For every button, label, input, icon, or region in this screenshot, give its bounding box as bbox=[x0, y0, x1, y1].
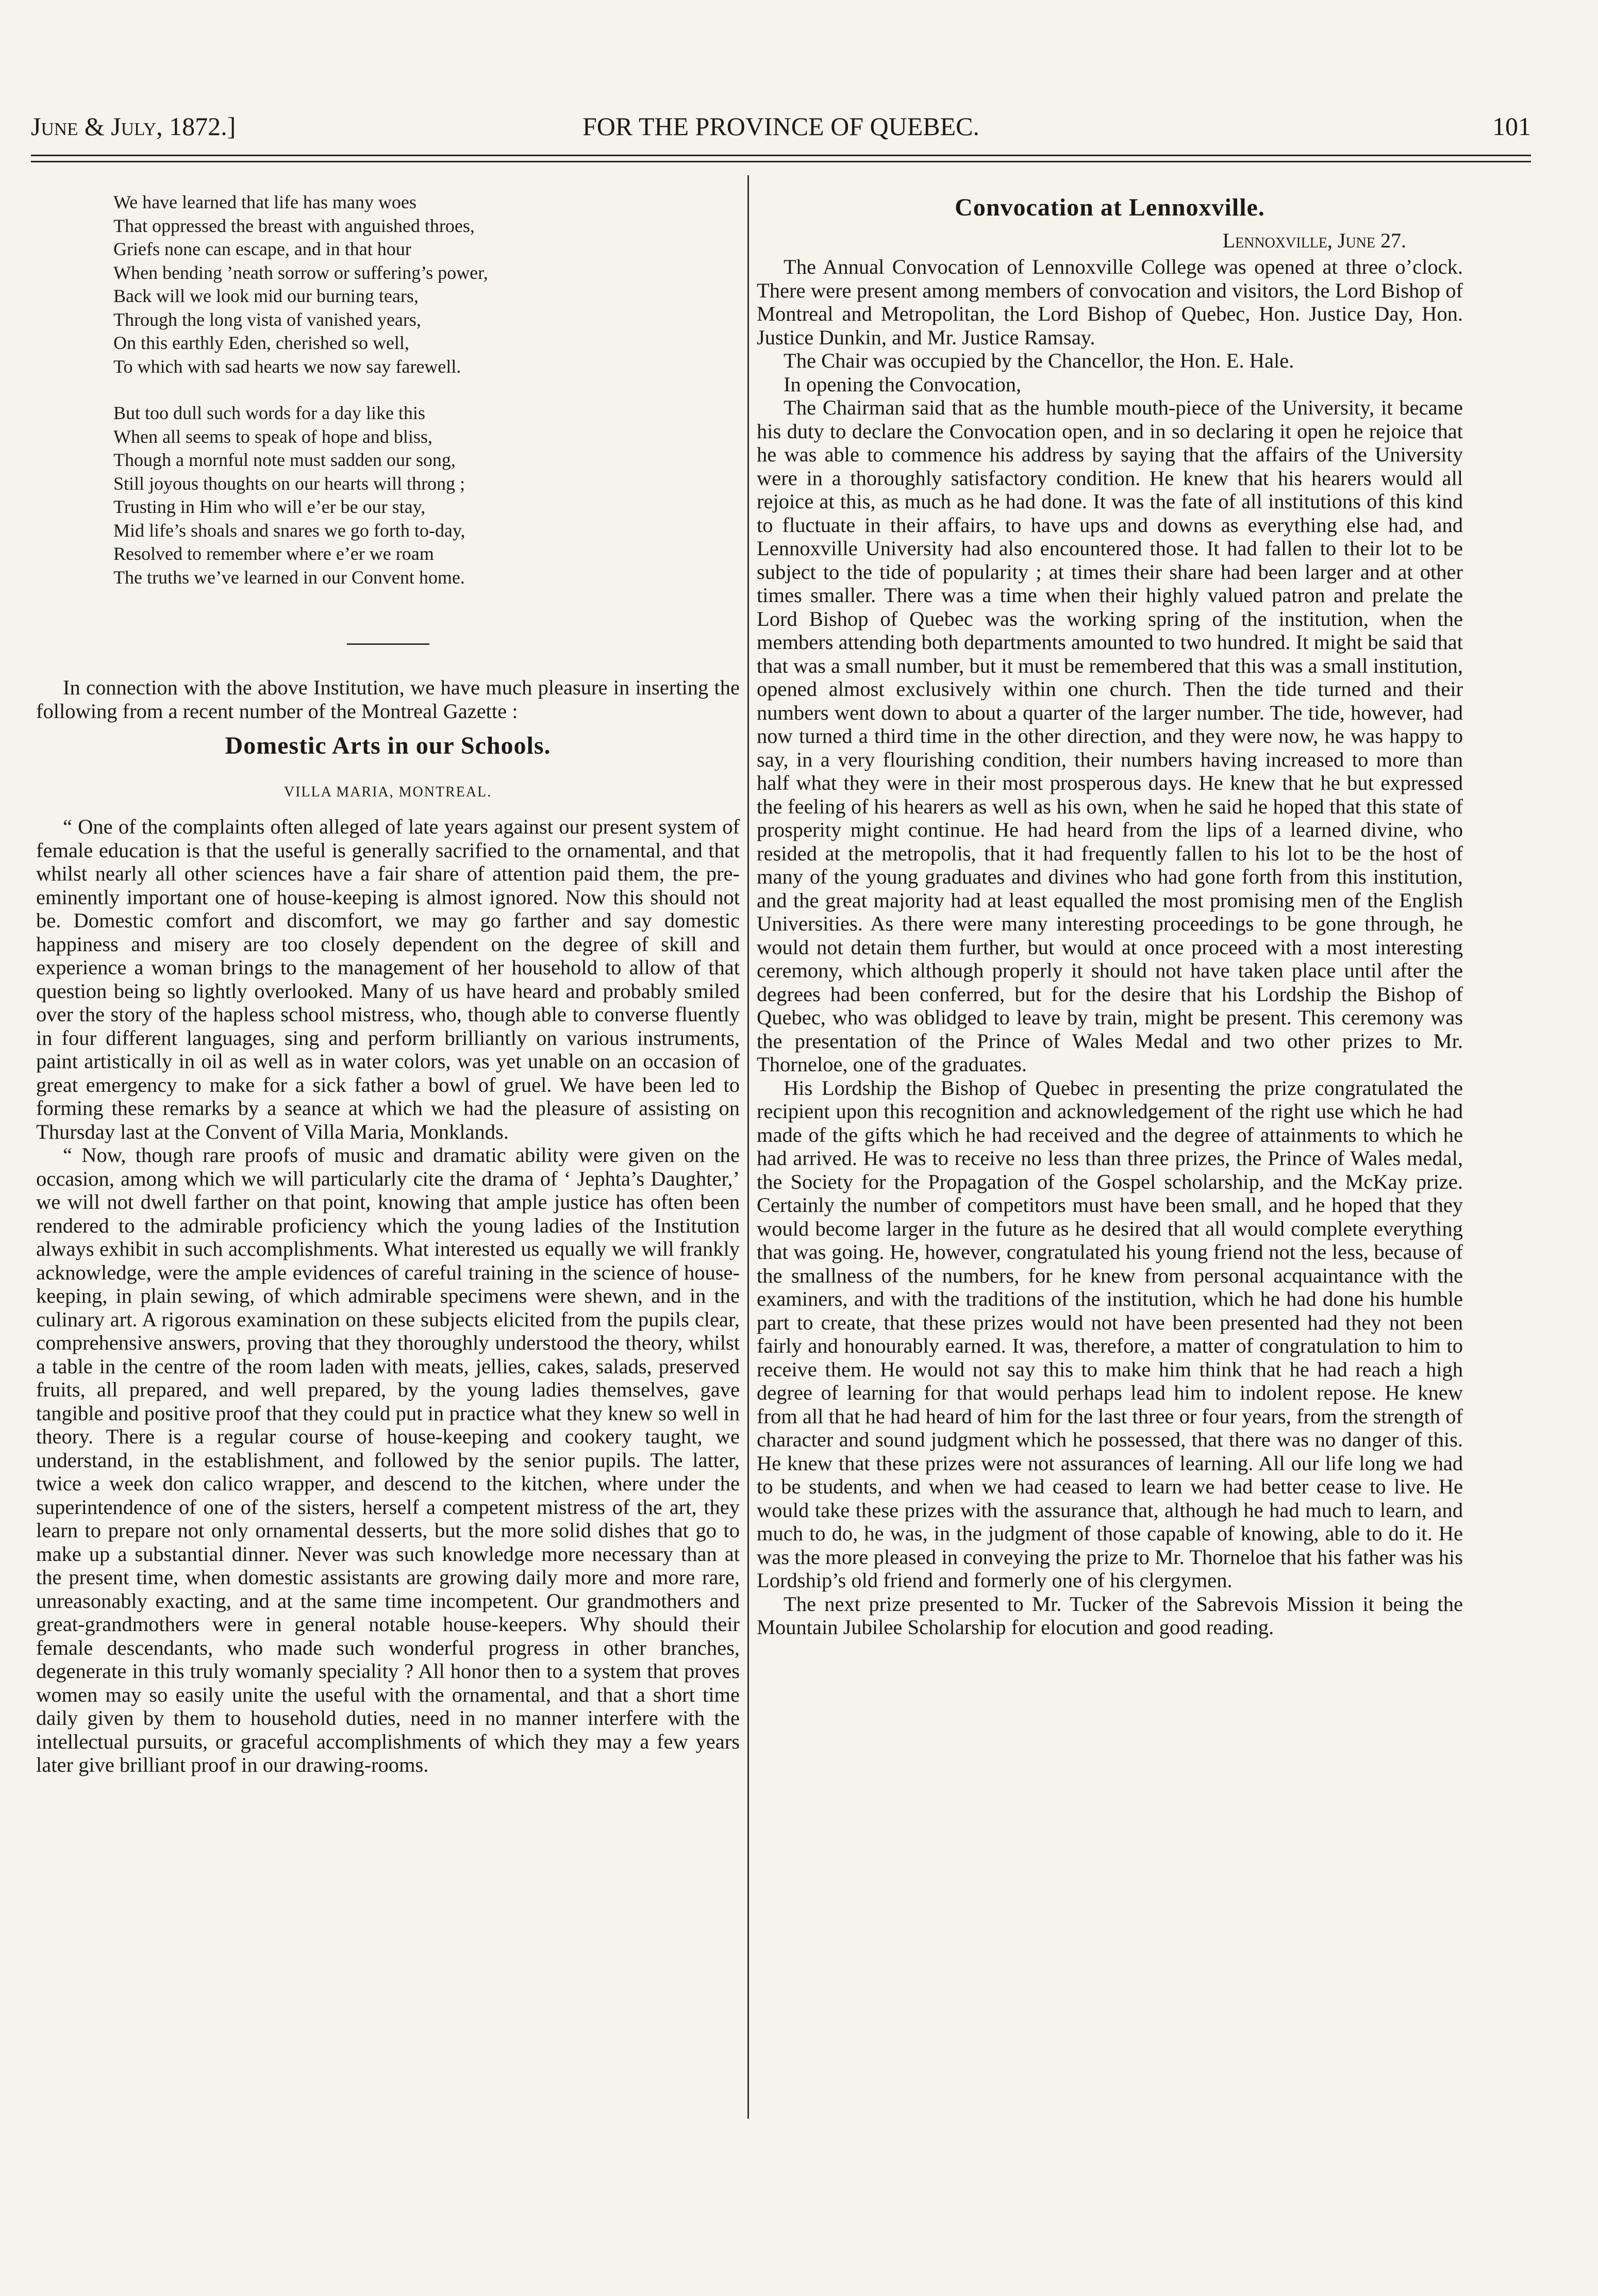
column-divider bbox=[747, 175, 749, 2119]
poem-line: Mid life’s shoals and snares we go forth to-day, bbox=[113, 520, 465, 541]
paragraph: “ Now, though rare proofs of music and dramatic ability were given on the occasion, among which we will particularly cite the drama of ‘ Jephta’s Daughter,’ we will not dwell farther on that point, knowing that ample justice has often been rendered to the admirable proficiency which the young ladies of the Institution always exhibit in such accomplishments. What interested us equally we will frankly acknowledge, were the ample evidences of careful training in the science of house-keeping, in plain sewing, of which admirable specimens were shewn, and in the culinary art. A rigorous examination on these subjects elicited from the pupils clear, comprehensive answers, proving that they thoroughly understood the theory, whilst a table in the centre of the room laden with meats, jellies, cakes, salads, preserved fruits, all prepared, and well prepared, by the young ladies themselves, gave tangible and positive proof that they could put in practice what they knew so well in theory. There is a regular course of house-keeping and cookery taught, we understand, in the establishment, and followed by the senior pupils. The latter, twice a week don calico wrapper, and descend to the kitchen, where under the superintendence of one of the sisters, herself a competent mistress of the art, they learn to prepare not only ornamental desserts, but the more solid dishes that go to make up a substantial dinner. Never was such knowledge more necessary than at the present time, when domestic assistants are growing daily more and more rare, unreasonably exacting, and at the same time incompetent. Our grandmothers and great-grandmothers were in general notable house-keepers. Why should their female descendants, who made such wonderful progress in other branches, degenerate in this truly womanly speciality ? All honor then to a system that proves women may so easily unite the useful with the ornamental, and that a short time daily given by them to household duties, need in no manner interfere with the intellectual pursuits, or graceful accomplishments of which they may a few years later give brilliant proof in our drawing-rooms. bbox=[36, 1143, 740, 1776]
page-number: 101 bbox=[1492, 112, 1531, 141]
right-column bbox=[757, 191, 1463, 1639]
paragraph: “ One of the complaints often alleged of late years against our present system of female education is that the useful is generally sacrified to the ornamental, and that whilst nearly all other sciences have a fair share of attention paid them, the pre-eminently important one of house-keeping is almost ignored. Now this should not be. Domestic comfort and discomfort, we may go farther and say domestic happiness and misery are too closely dependent on the degree of skill and experience a woman brings to the management of her household to allow of that question being so lightly overlooked. Many of us have heard and probably smiled over the story of the hapless school mistress, who, though able to converse fluently in four different languages, sing and perform brilliantly on various instruments, paint artistically in oil as well as in water colors, was yet unable on an occasion of great emergency to make for a sick father a bowl of gruel. We have been led to forming these remarks by a seance at which we had the pleasure of assisting on Thursday last at the Convent of Villa Maria, Monklands. bbox=[36, 815, 740, 1143]
issue-date: June & July, 1872.] bbox=[31, 112, 236, 141]
poem bbox=[113, 191, 740, 589]
section-title: Convocation at Lennoxville. bbox=[955, 194, 1265, 221]
paragraph: The next prize presented to Mr. Tucker of the Sabrevois Mission it being the Mountain Jubilee Scholarship for elocution and good reading. bbox=[757, 1592, 1463, 1639]
dateline: Lennoxville, June 27. bbox=[1222, 228, 1406, 252]
page-header bbox=[31, 111, 1531, 142]
poem-line: That oppressed the breast with anguished throes, bbox=[113, 215, 475, 236]
poem-line: We have learned that life has many woes bbox=[113, 192, 417, 212]
header-rule bbox=[31, 155, 1531, 162]
poem-line: Resolved to remember where e’er we roam bbox=[113, 543, 434, 564]
poem-line: Though a mornful note must sadden our song, bbox=[113, 450, 456, 470]
paragraph: The Annual Convocation of Lennoxville College was opened at three o’clock. There were present among members of convocation and visitors, the Lord Bishop of Montreal and Metropolitan, the Lord Bishop of Quebec, Hon. Justice Day, Hon. Justice Dunkin, and Mr. Justice Ramsay. bbox=[757, 255, 1463, 349]
poem-line: Trusting in Him who will e’er be our stay, bbox=[113, 496, 426, 517]
section-title: Domestic Arts in our Schools. bbox=[225, 732, 551, 759]
article-convocation bbox=[757, 196, 1463, 1639]
paragraph: The Chairman said that as the humble mouth-piece of the University, it became his duty to declare the Convocation open, and in so declaring it open he rejoice that he was able to commence his address by saying that the affairs of the University were in a thoroughly satisfactory condition. He knew that his hearers would all rejoice at this, as much as he had done. It was the fate of all institutions of this kind to fluctuate in their affairs, to have ups and downs as everything else had, and Lennoxville University had also encountered those. It had fallen to their lot to be subject to the tide of popularity ; at times their share had been larger and at other times smaller. There was a time when their highly valued patron and prelate the Lord Bishop of Quebec was the working spring of the institution, when the members attending both departments amounted to two hundred. It might be said that that was a small number, but it must be remembered that this was a small institution, opened almost exclusively within one church. Then the tide turned and their numbers went down to about a quarter of the larger number. The tide, however, had now turned a third time in the other direction, and they were now, he was happy to say, in a very flourishing condition, their numbers having increased to more than half what they were in their most prosperous days. He knew that he but expressed the feeling of his hearers as well as his own, when he said he hoped that this state of prosperity might continue. He had heard from the lips of a learned divine, who resided at the metropolis, that it had frequently fallen to his lot to be the host of many of the young graduates and divines who had gone forth from this institution, and the great majority had at least equalled the most promising men of the English Universities. As there were many interesting proceedings to be gone through, he would not detain them further, but would at once proceed with a most interesting ceremony, which although properly it should not have taken place until after the degrees had been conferred, but for the desire that his Lordship the Bishop of Quebec, who was oblidged to leave by train, might be present. This ceremony was the presentation of the Prince of Wales Medal and two other prizes to Mr. Thorneloe, one of the graduates. bbox=[757, 396, 1463, 1076]
poem-line: When all seems to speak of hope and bliss, bbox=[113, 426, 432, 447]
paragraph: His Lordship the Bishop of Quebec in presenting the prize congratulated the recipient upon this recognition and acknowledgement of the right use which he had made of the gifts which he had received and the degree of attainments to which he had arrived. He was to receive no less than three prizes, the Prince of Wales medal, the Society for the Propagation of the Gospel scholarship, and the McKay prize. Certainly the number of competitors must have been small, and he hoped that they would become larger in the future as he desired that all would complete everything that was going. He, however, congratulated his young friend not the less, because of the smallness of the numbers, for he knew from personal acquaintance with the examiners, and with the traditions of the institution, which he had done his humble part to create, that these prizes would not have been presented had they not been fairly and honourably earned. It was, therefore, a matter of congratulation to him to receive them. He would not say this to make him think that he had reach a high degree of learning for that would perhaps lead him to indolent repose. He knew from all that he had heard of him for the last three or four years, from the strength of character and sound judgment which he possessed, that there was no danger of this. He knew that these prizes were not assurances of learning. All our life long we had to be students, and when we had ceased to learn we had better cease to live. He would take these prizes with the assurance that, although he had much to learn, and much to do, he was, in the judgment of those capable of knowing, able to do it. He was the more pleased in conveying the prize to Mr. Thorneloe that his father was his Lordship’s old friend and formerly one of his clergymen. bbox=[757, 1076, 1463, 1592]
poem-line: But too dull such words for a day like this bbox=[113, 403, 425, 423]
left-column bbox=[36, 191, 740, 1777]
dateline: VILLA MARIA, MONTREAL. bbox=[284, 784, 492, 800]
poem-line: Still joyous thoughts on our hearts will throng ; bbox=[113, 473, 465, 494]
paragraph: The Chair was occupied by the Chancellor, the Hon. E. Hale. bbox=[784, 349, 1294, 372]
poem-line: On this earthly Eden, cherished so well, bbox=[113, 332, 409, 353]
intro-paragraph: In connection with the above Institution, we have much pleasure in inserting the following from a recent number of the Montreal Gazette : bbox=[36, 676, 740, 723]
poem-line: To which with sad hearts we now say farewell. bbox=[113, 356, 461, 377]
poem-line: The truths we’ve learned in our Convent home. bbox=[113, 567, 465, 588]
poem-line: Griefs none can escape, and in that hour bbox=[113, 239, 411, 259]
poem-line: When bending ’neath sorrow or suffering’s power, bbox=[113, 262, 488, 283]
running-title: FOR THE PROVINCE OF QUEBEC. bbox=[582, 112, 979, 141]
paragraph: In opening the Convocation, bbox=[784, 372, 1022, 396]
poem-line: Through the long vista of vanished years, bbox=[113, 309, 421, 330]
article-domestic-arts bbox=[36, 676, 740, 1777]
poem-line: Back will we look mid our burning tears, bbox=[113, 286, 419, 306]
section-separator bbox=[347, 643, 429, 645]
